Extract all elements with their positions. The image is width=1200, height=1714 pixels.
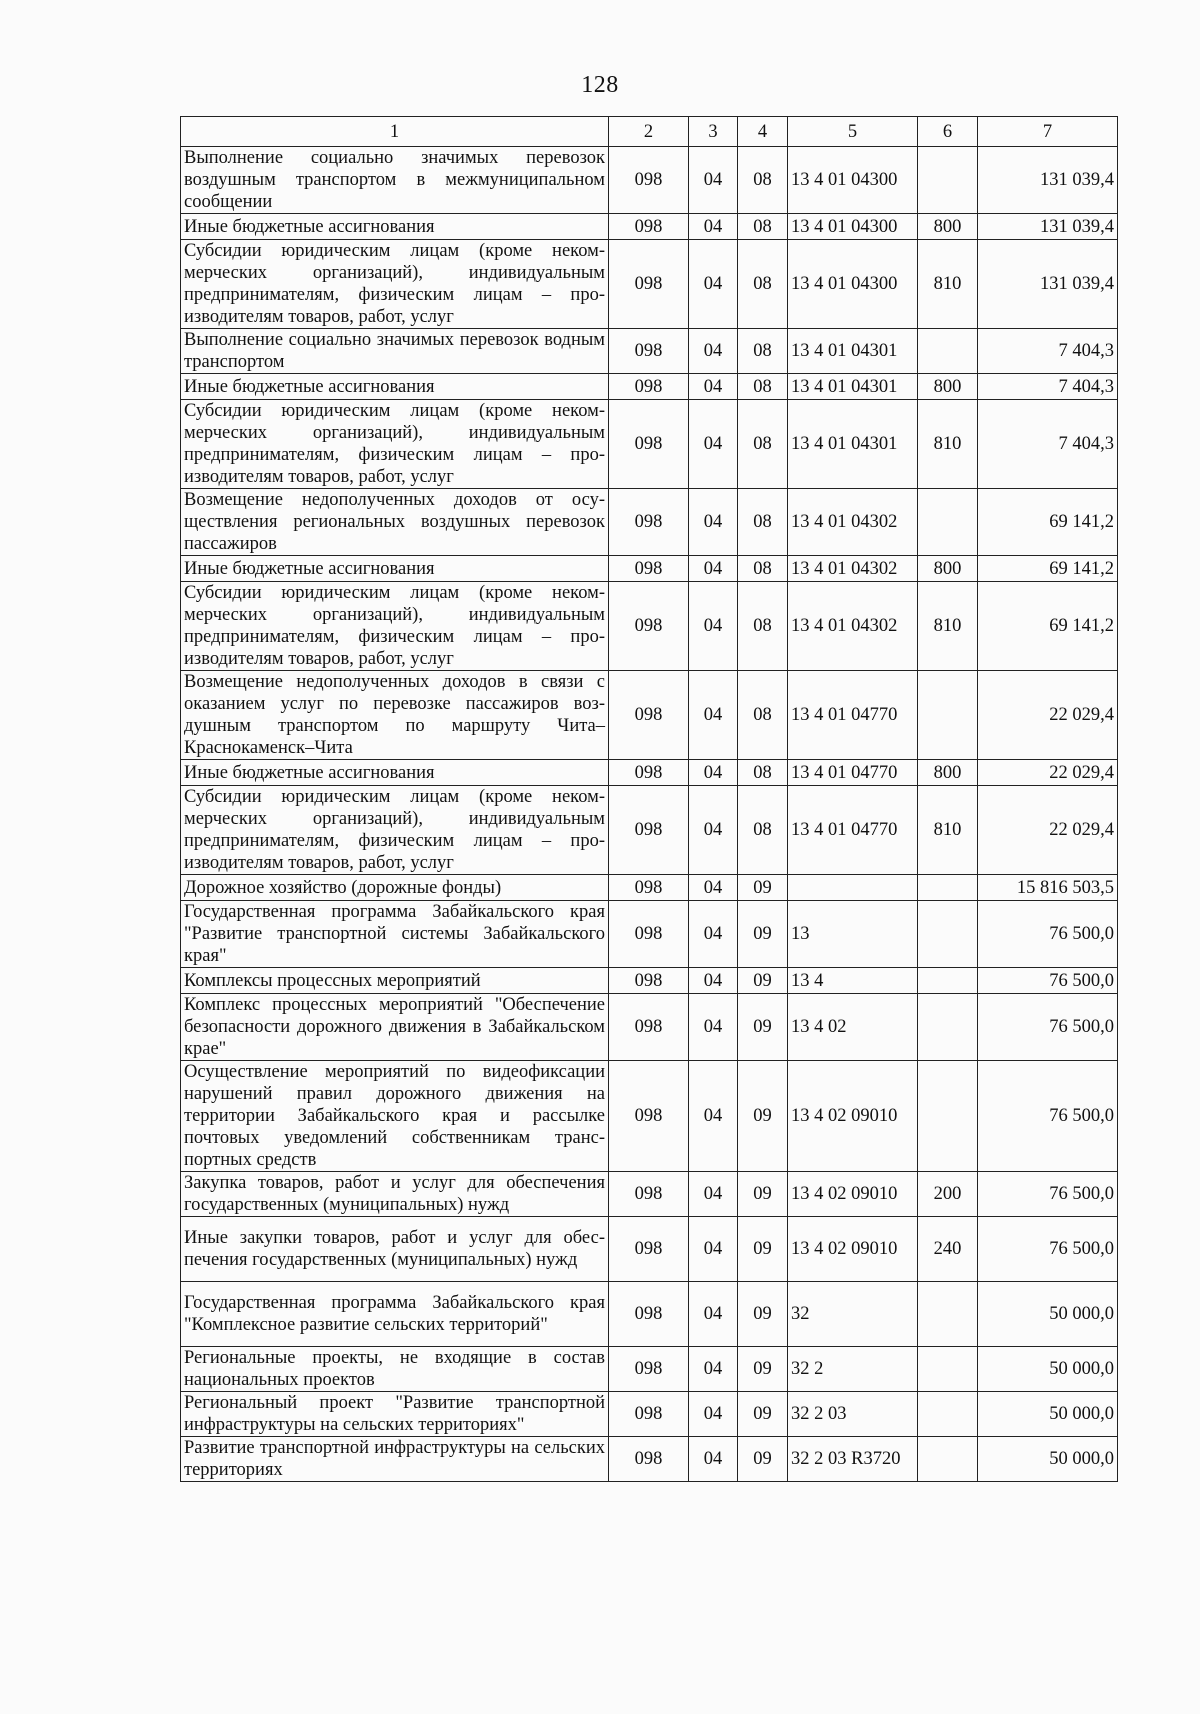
- table-row: [181, 1347, 1118, 1392]
- table-row: [181, 760, 1118, 786]
- ministry-code-cell: 098: [609, 901, 689, 968]
- row-name-cell: Выполнение социально значимых перевозок водным транспортом: [181, 329, 609, 374]
- expense-type-cell: [918, 968, 978, 994]
- amount-cell: 22 029,4: [978, 760, 1118, 786]
- subsection-cell: 08: [738, 147, 788, 214]
- column-header: 1: [181, 117, 609, 147]
- ministry-code-cell: 098: [609, 1347, 689, 1392]
- subsection-cell: 08: [738, 671, 788, 760]
- subsection-cell: 09: [738, 968, 788, 994]
- header-row: [181, 117, 1118, 147]
- table-row: [181, 374, 1118, 400]
- row-name-cell: Закупка товаров, работ и услуг для обеспечения государственных (муниципальных) нужд: [181, 1172, 609, 1217]
- expense-type-cell: 800: [918, 556, 978, 582]
- row-name-cell: Региональный проект "Развитие транспортной инфраструктуры на сельских территориях": [181, 1392, 609, 1437]
- amount-cell: 15 816 503,5: [978, 875, 1118, 901]
- subsection-cell: 09: [738, 1172, 788, 1217]
- column-header: 2: [609, 117, 689, 147]
- expense-type-cell: [918, 875, 978, 901]
- expense-type-cell: 800: [918, 760, 978, 786]
- expense-type-cell: [918, 1437, 978, 1482]
- section-cell: 04: [689, 994, 738, 1061]
- subsection-cell: 09: [738, 901, 788, 968]
- target-article-cell: 32: [788, 1282, 918, 1347]
- row-name-cell: Выполнение социально значимых перевозок воздушным транспортом в межмуниципальном сообщении: [181, 147, 609, 214]
- amount-cell: 76 500,0: [978, 1061, 1118, 1172]
- section-cell: 04: [689, 968, 738, 994]
- section-cell: 04: [689, 582, 738, 671]
- ministry-code-cell: 098: [609, 556, 689, 582]
- expense-type-cell: 810: [918, 240, 978, 329]
- section-cell: 04: [689, 489, 738, 556]
- target-article-cell: 13: [788, 901, 918, 968]
- table-row: [181, 582, 1118, 671]
- section-cell: 04: [689, 1061, 738, 1172]
- amount-cell: 69 141,2: [978, 556, 1118, 582]
- amount-cell: 76 500,0: [978, 1172, 1118, 1217]
- ministry-code-cell: 098: [609, 329, 689, 374]
- amount-cell: 7 404,3: [978, 400, 1118, 489]
- expense-type-cell: [918, 1347, 978, 1392]
- table-row: [181, 214, 1118, 240]
- amount-cell: 50 000,0: [978, 1437, 1118, 1482]
- subsection-cell: 09: [738, 1217, 788, 1282]
- table-row: [181, 968, 1118, 994]
- expense-type-cell: 810: [918, 786, 978, 875]
- budget-table: [180, 116, 1118, 1482]
- column-header: 4: [738, 117, 788, 147]
- amount-cell: 76 500,0: [978, 968, 1118, 994]
- target-article-cell: 13 4 01 04770: [788, 760, 918, 786]
- target-article-cell: 32 2 03: [788, 1392, 918, 1437]
- page-number: 128: [581, 72, 619, 98]
- section-cell: 04: [689, 671, 738, 760]
- ministry-code-cell: 098: [609, 760, 689, 786]
- subsection-cell: 09: [738, 994, 788, 1061]
- table-row: [181, 147, 1118, 214]
- expense-type-cell: 810: [918, 582, 978, 671]
- column-header: 3: [689, 117, 738, 147]
- section-cell: 04: [689, 1217, 738, 1282]
- table-row: [181, 671, 1118, 760]
- subsection-cell: 08: [738, 760, 788, 786]
- target-article-cell: 13 4 01 04300: [788, 214, 918, 240]
- expense-type-cell: 800: [918, 374, 978, 400]
- amount-cell: 69 141,2: [978, 582, 1118, 671]
- target-article-cell: 13 4 01 04770: [788, 671, 918, 760]
- expense-type-cell: [918, 671, 978, 760]
- row-name-cell: Субсидии юридическим лицам (кроме некоммерческих организаций), индивидуальным предпринимателям, физическим лицам – производителям товаров, работ, услуг: [181, 400, 609, 489]
- section-cell: 04: [689, 875, 738, 901]
- amount-cell: 76 500,0: [978, 1217, 1118, 1282]
- ministry-code-cell: 098: [609, 489, 689, 556]
- column-header: 6: [918, 117, 978, 147]
- amount-cell: 50 000,0: [978, 1347, 1118, 1392]
- subsection-cell: 09: [738, 1392, 788, 1437]
- section-cell: 04: [689, 556, 738, 582]
- row-name-cell: Возмещение недополученных доходов в связи с оказанием услуг по перевозке пассажиров воздушным транспортом по маршруту Чита–Краснокаменск–Чита: [181, 671, 609, 760]
- section-cell: 04: [689, 1347, 738, 1392]
- row-name-cell: Иные бюджетные ассигнования: [181, 214, 609, 240]
- target-article-cell: 13 4 01 04300: [788, 240, 918, 329]
- ministry-code-cell: 098: [609, 1392, 689, 1437]
- ministry-code-cell: 098: [609, 1061, 689, 1172]
- row-name-cell: Развитие транспортной инфраструктуры на сельских территориях: [181, 1437, 609, 1482]
- row-name-cell: Региональные проекты, не входящие в состав национальных проектов: [181, 1347, 609, 1392]
- row-name-cell: Государственная программа Забайкальского края "Комплексное развитие сельских территорий": [181, 1282, 609, 1347]
- row-name-cell: Возмещение недополученных доходов от осуществления региональных воздушных перевозок пассажиров: [181, 489, 609, 556]
- expense-type-cell: [918, 329, 978, 374]
- section-cell: 04: [689, 214, 738, 240]
- expense-type-cell: [918, 489, 978, 556]
- subsection-cell: 08: [738, 374, 788, 400]
- expense-type-cell: [918, 1282, 978, 1347]
- table-row: [181, 1061, 1118, 1172]
- ministry-code-cell: 098: [609, 1282, 689, 1347]
- subsection-cell: 08: [738, 214, 788, 240]
- ministry-code-cell: 098: [609, 147, 689, 214]
- ministry-code-cell: 098: [609, 994, 689, 1061]
- column-header: 7: [978, 117, 1118, 147]
- section-cell: 04: [689, 1172, 738, 1217]
- subsection-cell: 09: [738, 875, 788, 901]
- table-row: [181, 556, 1118, 582]
- section-cell: 04: [689, 147, 738, 214]
- subsection-cell: 08: [738, 240, 788, 329]
- subsection-cell: 09: [738, 1282, 788, 1347]
- target-article-cell: 13 4 01 04301: [788, 400, 918, 489]
- ministry-code-cell: 098: [609, 240, 689, 329]
- expense-type-cell: 240: [918, 1217, 978, 1282]
- amount-cell: 7 404,3: [978, 329, 1118, 374]
- subsection-cell: 09: [738, 1347, 788, 1392]
- expense-type-cell: 800: [918, 214, 978, 240]
- target-article-cell: 13 4 01 04302: [788, 489, 918, 556]
- table-row: [181, 786, 1118, 875]
- section-cell: 04: [689, 1437, 738, 1482]
- expense-type-cell: [918, 1392, 978, 1437]
- amount-cell: 69 141,2: [978, 489, 1118, 556]
- section-cell: 04: [689, 374, 738, 400]
- amount-cell: 131 039,4: [978, 240, 1118, 329]
- amount-cell: 76 500,0: [978, 994, 1118, 1061]
- table-row: [181, 329, 1118, 374]
- ministry-code-cell: 098: [609, 671, 689, 760]
- target-article-cell: 13 4 01 04301: [788, 329, 918, 374]
- row-name-cell: Осуществление мероприятий по видеофиксации нарушений правил дорожного движения на территории Забайкальского края и рассылке почтовых уведомлений собственникам транспортных средств: [181, 1061, 609, 1172]
- target-article-cell: [788, 875, 918, 901]
- ministry-code-cell: 098: [609, 786, 689, 875]
- target-article-cell: 13 4 01 04301: [788, 374, 918, 400]
- table-row: [181, 875, 1118, 901]
- subsection-cell: 08: [738, 400, 788, 489]
- ministry-code-cell: 098: [609, 214, 689, 240]
- expense-type-cell: [918, 994, 978, 1061]
- target-article-cell: 13 4 02: [788, 994, 918, 1061]
- amount-cell: 131 039,4: [978, 147, 1118, 214]
- expense-type-cell: [918, 147, 978, 214]
- target-article-cell: 13 4: [788, 968, 918, 994]
- ministry-code-cell: 098: [609, 582, 689, 671]
- table-row: [181, 1392, 1118, 1437]
- section-cell: 04: [689, 786, 738, 875]
- amount-cell: 7 404,3: [978, 374, 1118, 400]
- section-cell: 04: [689, 760, 738, 786]
- row-name-cell: Субсидии юридическим лицам (кроме некоммерческих организаций), индивидуальным предпринимателям, физическим лицам – производителям товаров, работ, услуг: [181, 786, 609, 875]
- expense-type-cell: 200: [918, 1172, 978, 1217]
- expense-type-cell: [918, 901, 978, 968]
- section-cell: 04: [689, 400, 738, 489]
- column-header: 5: [788, 117, 918, 147]
- table-header: [181, 117, 1118, 147]
- ministry-code-cell: 098: [609, 374, 689, 400]
- subsection-cell: 08: [738, 556, 788, 582]
- expense-type-cell: 810: [918, 400, 978, 489]
- target-article-cell: 13 4 01 04302: [788, 582, 918, 671]
- row-name-cell: Иные бюджетные ассигнования: [181, 760, 609, 786]
- subsection-cell: 08: [738, 582, 788, 671]
- table-row: [181, 994, 1118, 1061]
- subsection-cell: 08: [738, 489, 788, 556]
- expense-type-cell: [918, 1061, 978, 1172]
- ministry-code-cell: 098: [609, 968, 689, 994]
- row-name-cell: Дорожное хозяйство (дорожные фонды): [181, 875, 609, 901]
- row-name-cell: Субсидии юридическим лицам (кроме некоммерческих организаций), индивидуальным предпринимателям, физическим лицам – производителям товаров, работ, услуг: [181, 240, 609, 329]
- section-cell: 04: [689, 329, 738, 374]
- target-article-cell: 13 4 01 04302: [788, 556, 918, 582]
- amount-cell: 76 500,0: [978, 901, 1118, 968]
- section-cell: 04: [689, 901, 738, 968]
- section-cell: 04: [689, 1282, 738, 1347]
- row-name-cell: Государственная программа Забайкальского края "Развитие транспортной системы Забайкальского края": [181, 901, 609, 968]
- section-cell: 04: [689, 240, 738, 329]
- row-name-cell: Комплекс процессных мероприятий "Обеспечение безопасности дорожного движения в Забайкальском крае": [181, 994, 609, 1061]
- ministry-code-cell: 098: [609, 1437, 689, 1482]
- table-row: [181, 1282, 1118, 1347]
- subsection-cell: 08: [738, 329, 788, 374]
- amount-cell: 50 000,0: [978, 1392, 1118, 1437]
- amount-cell: 131 039,4: [978, 214, 1118, 240]
- ministry-code-cell: 098: [609, 1217, 689, 1282]
- table-row: [181, 1437, 1118, 1482]
- amount-cell: 22 029,4: [978, 671, 1118, 760]
- subsection-cell: 09: [738, 1437, 788, 1482]
- target-article-cell: 13 4 02 09010: [788, 1061, 918, 1172]
- table-row: [181, 1172, 1118, 1217]
- section-cell: 04: [689, 1392, 738, 1437]
- table-row: [181, 489, 1118, 556]
- ministry-code-cell: 098: [609, 875, 689, 901]
- target-article-cell: 32 2 03 R3720: [788, 1437, 918, 1482]
- table-row: [181, 1217, 1118, 1282]
- ministry-code-cell: 098: [609, 400, 689, 489]
- table-row: [181, 400, 1118, 489]
- row-name-cell: Субсидии юридическим лицам (кроме некоммерческих организаций), индивидуальным предпринимателям, физическим лицам – производителям товаров, работ, услуг: [181, 582, 609, 671]
- amount-cell: 22 029,4: [978, 786, 1118, 875]
- table-row: [181, 240, 1118, 329]
- row-name-cell: Иные бюджетные ассигнования: [181, 556, 609, 582]
- table-body: [181, 147, 1118, 1482]
- target-article-cell: 32 2: [788, 1347, 918, 1392]
- target-article-cell: 13 4 02 09010: [788, 1217, 918, 1282]
- row-name-cell: Комплексы процессных мероприятий: [181, 968, 609, 994]
- ministry-code-cell: 098: [609, 1172, 689, 1217]
- row-name-cell: Иные закупки товаров, работ и услуг для обеспечения государственных (муниципальных) нужд: [181, 1217, 609, 1282]
- row-name-cell: Иные бюджетные ассигнования: [181, 374, 609, 400]
- target-article-cell: 13 4 01 04300: [788, 147, 918, 214]
- subsection-cell: 08: [738, 786, 788, 875]
- table-row: [181, 901, 1118, 968]
- subsection-cell: 09: [738, 1061, 788, 1172]
- amount-cell: 50 000,0: [978, 1282, 1118, 1347]
- target-article-cell: 13 4 02 09010: [788, 1172, 918, 1217]
- target-article-cell: 13 4 01 04770: [788, 786, 918, 875]
